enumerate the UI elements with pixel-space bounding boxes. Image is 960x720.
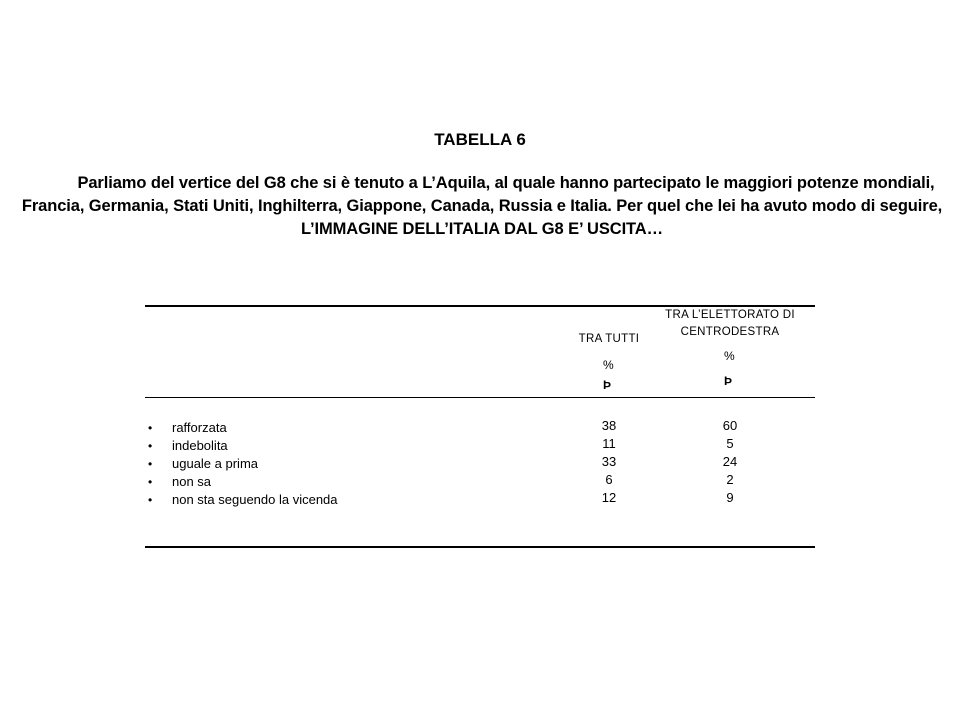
row-label: non sa xyxy=(172,474,212,489)
arrow-icon: Þ xyxy=(603,378,612,392)
table-bottom-rule xyxy=(145,546,815,548)
bullet-icon: • xyxy=(148,439,153,453)
bullet-icon: • xyxy=(148,493,153,507)
value-centrodestra: 60 xyxy=(722,418,738,433)
arrow-icon: Þ xyxy=(724,374,733,388)
value-tutti: 6 xyxy=(605,472,613,487)
question-text xyxy=(10,172,954,241)
table-top-rule xyxy=(145,305,815,307)
col-header-centrodestra-line1: TRA L’ELETTORATO DI xyxy=(665,309,795,321)
value-centrodestra: 9 xyxy=(726,490,734,505)
percent-unit-centrodestra: % xyxy=(724,349,735,363)
table-title: TABELLA 6 xyxy=(434,130,526,149)
percent-unit-tutti: % xyxy=(603,358,614,372)
bullet-icon: • xyxy=(148,457,153,471)
table-row xyxy=(145,491,815,509)
question-body: Parliamo del vertice del G8 che si è tenuto a L’Aquila, al quale hanno partecipato le maggiori potenze mondiali, Francia, Germania, Stati Uniti, Inghilterra, Giappone, Canada, Russia e Italia. Per quel che lei ha avuto modo di seguire, L’IMMAGINE DELL’ITALIA DAL G8 E’ USCITA… xyxy=(21,174,943,238)
col-header-centrodestra-line2: CENTRODESTRA xyxy=(680,326,780,338)
table-body xyxy=(145,419,815,509)
row-label: uguale a prima xyxy=(172,456,258,471)
row-label: indebolita xyxy=(172,438,228,453)
value-tutti: 12 xyxy=(601,490,617,505)
row-label: rafforzata xyxy=(172,420,227,435)
row-label: non sta seguendo la vicenda xyxy=(172,492,338,507)
bullet-icon: • xyxy=(148,475,153,489)
value-tutti: 11 xyxy=(602,436,616,451)
table-header-rule xyxy=(145,397,815,398)
value-centrodestra: 5 xyxy=(726,436,734,451)
value-tutti: 33 xyxy=(601,454,617,469)
col-header-tra-tutti: TRA TUTTI xyxy=(578,333,640,345)
value-centrodestra: 2 xyxy=(726,472,734,487)
value-centrodestra: 24 xyxy=(722,454,738,469)
bullet-icon: • xyxy=(148,421,153,435)
value-tutti: 38 xyxy=(601,418,617,433)
